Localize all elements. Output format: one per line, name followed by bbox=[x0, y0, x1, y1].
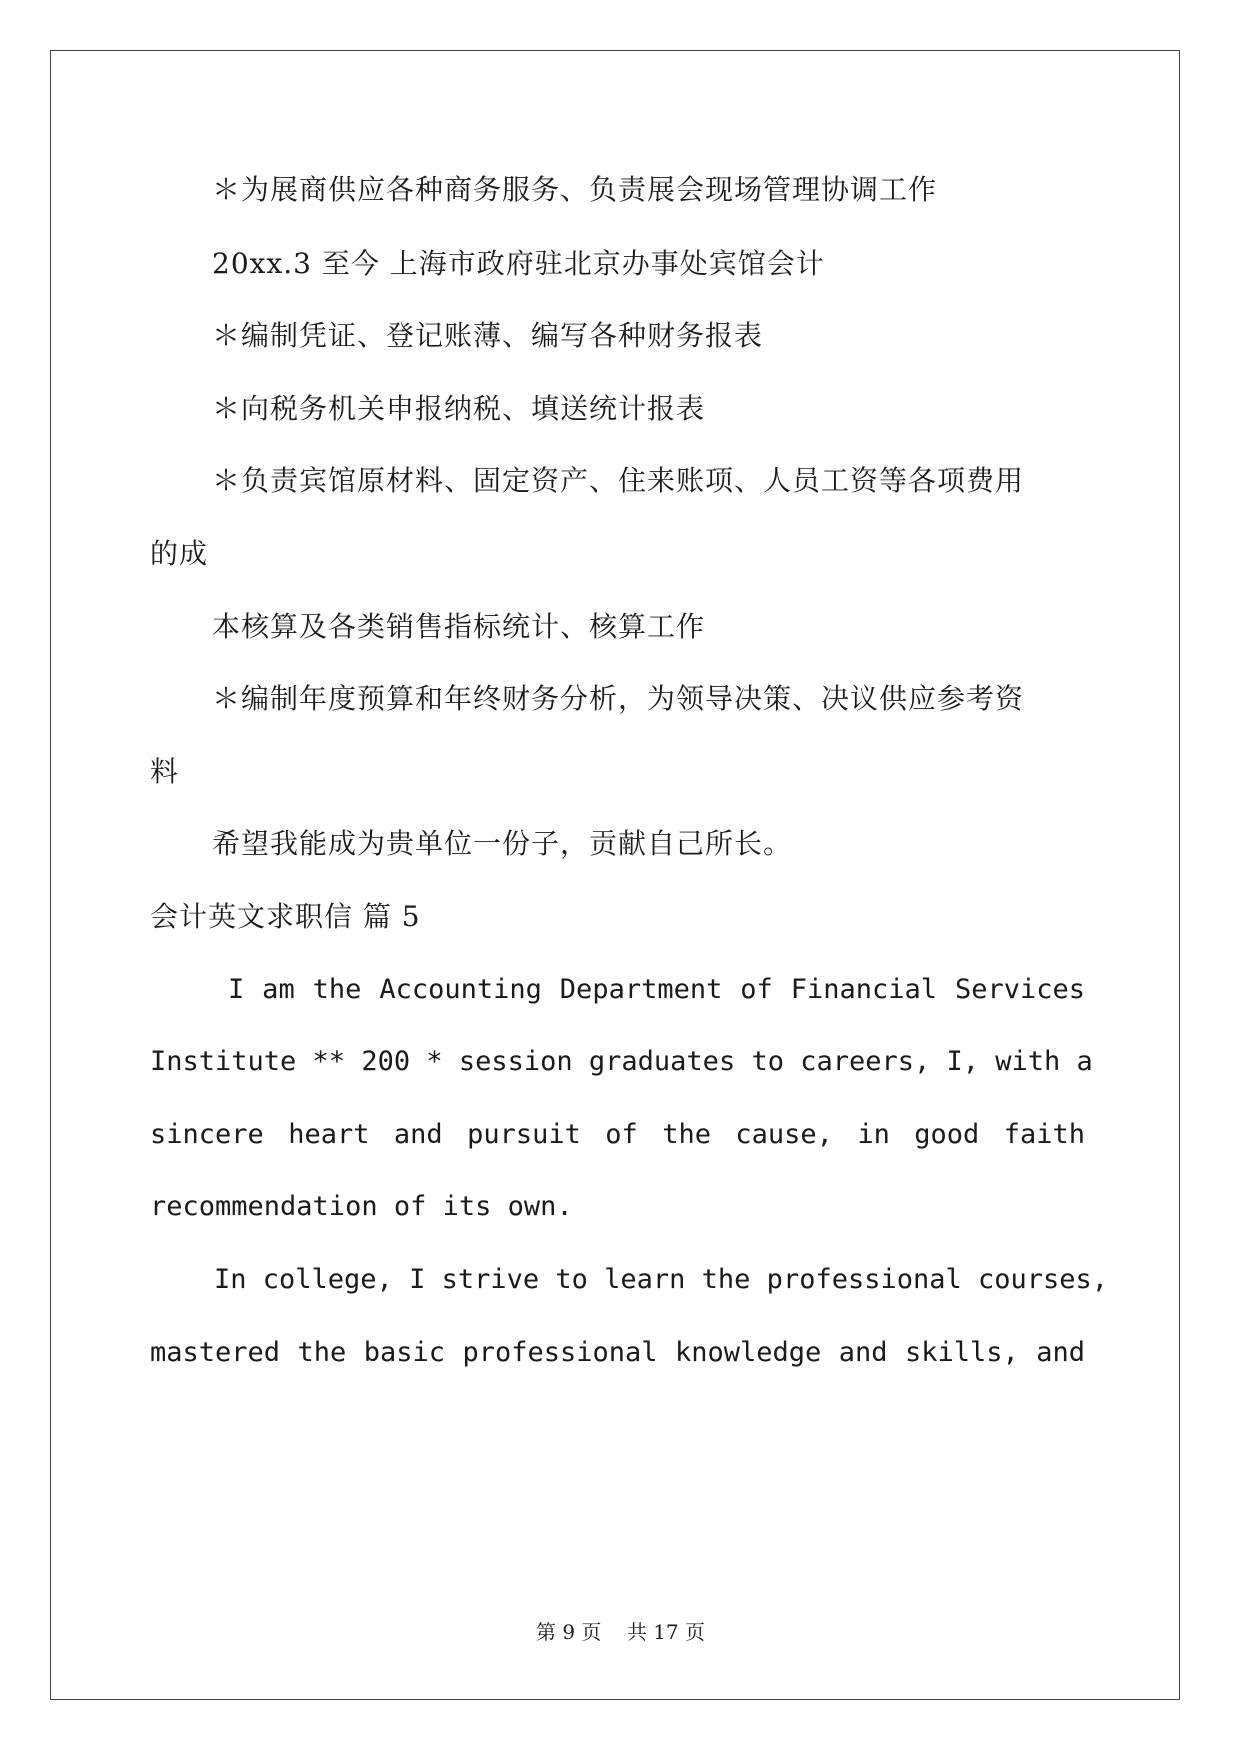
section-heading: 会计英文求职信 篇 5 bbox=[150, 900, 421, 933]
text-line-9: 料 bbox=[150, 755, 180, 788]
text-line-15: recommendation of its own. bbox=[150, 1191, 573, 1222]
text-line-2: 20xx.3 至今 上海市政府驻北京办事处宾馆会计 bbox=[212, 247, 825, 280]
text-line-7: 本核算及各类销售指标统计、核算工作 bbox=[212, 610, 706, 643]
text-line-4: ＊向税务机关申报纳税、填送统计报表 bbox=[212, 392, 706, 425]
text-line-6: 的成 bbox=[150, 537, 209, 570]
text-line-5: ＊负责宾馆原材料、固定资产、住来账项、人员工资等各项费用 bbox=[212, 464, 1025, 497]
text-line-10: 希望我能成为贵单位一份子，贡献自己所长。 bbox=[212, 827, 793, 860]
text-line-17: mastered the basic professional knowledge and skills, and bbox=[150, 1337, 1085, 1368]
text-line-1: ＊为展商供应各种商务服务、负责展会现场管理协调工作 bbox=[212, 173, 938, 206]
text-line-12: I am the Accounting Department of Financial Services bbox=[228, 974, 1085, 1005]
page-number-footer: 第 9 页 共 17 页 bbox=[535, 1620, 706, 1644]
text-line-8: ＊编制年度预算和年终财务分析，为领导决策、决议供应参考资 bbox=[212, 682, 1025, 715]
text-line-3: ＊编制凭证、登记账薄、编写各种财务报表 bbox=[212, 319, 764, 352]
text-line-16: In college, I strive to learn the professional courses, bbox=[214, 1264, 1109, 1295]
text-line-13: Institute ** 200 * session graduates to careers, I, with a bbox=[150, 1046, 1093, 1077]
text-line-14: sincere heart and pursuit of the cause, in good faith bbox=[150, 1119, 1085, 1150]
page-border bbox=[50, 50, 1180, 1700]
